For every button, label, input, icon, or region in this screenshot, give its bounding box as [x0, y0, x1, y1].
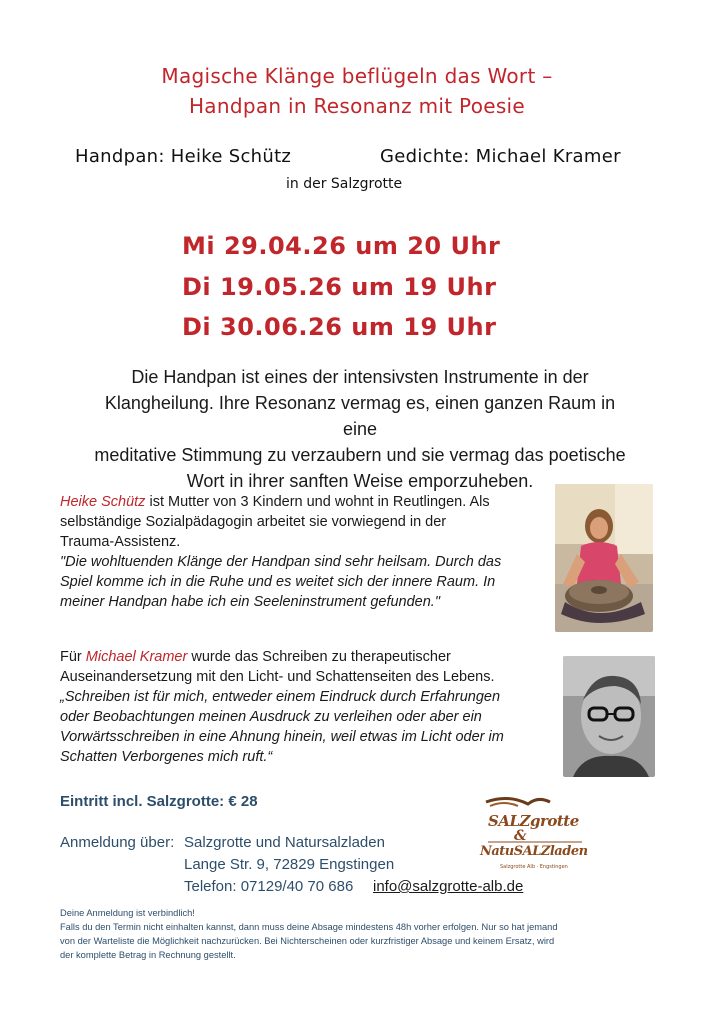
handpan-credit: Handpan: Heike Schütz	[75, 146, 292, 167]
intro-line: Wort in ihrer sanften Weise emporzuheben.	[186, 471, 534, 491]
quote-text: "Die wohltuenden Klänge der Handpan sind sehr heilsam. Durch das	[60, 554, 502, 570]
bio-text: selbständige Sozialpädagogin arbeitet sie vorwiegend in der	[60, 514, 447, 530]
fine-print-line: von der Warteliste die Möglichkeit nachzurücken. Bei Nichterscheinen oder kurzfristiger Absage und keinem Ersatz, wird	[60, 936, 555, 946]
intro-line: Die Handpan ist eines der intensivsten Instrumente in der	[131, 367, 589, 387]
quote-text: Spiel komme ich in die Ruhe und es weitet sich der innere Raum. In	[60, 574, 496, 590]
logo-ampersand: &	[514, 828, 527, 844]
quote-text: Schatten Verborgenes mich ruft.“	[60, 749, 273, 765]
bio-text: Trauma-Assistenz.	[60, 534, 181, 550]
quote-text: meiner Handpan habe ich ein Seeleninstrument gefunden."	[60, 594, 440, 610]
bio-text: Auseinandersetzung mit den Licht- und Schattenseiten des Lebens.	[60, 669, 495, 685]
logo-tagline: Salzgrotte Alb · Engstingen	[500, 864, 568, 870]
quote-text: Vorwärtsschreiben in eine Ahnung hinein, weil etwas im Licht oder im	[60, 729, 504, 745]
date-2: Di 19.05.26 um 19 Uhr	[182, 273, 497, 301]
fine-print	[60, 906, 680, 962]
date-3: Di 30.06.26 um 19 Uhr	[182, 313, 497, 341]
date-1: Mi 29.04.26 um 20 Uhr	[182, 232, 501, 260]
logo-line-2: NatuSALZladen	[480, 844, 588, 859]
registration-org: Salzgrotte und Natursalzladen	[184, 834, 385, 851]
bio-text: Für	[60, 649, 86, 665]
heike-photo	[555, 484, 653, 632]
registration-label: Anmeldung über:	[60, 834, 175, 851]
bio-text: ist Mutter von 3 Kindern und wohnt in Reutlingen. Als	[145, 494, 490, 510]
email-link[interactable]: info@salzgrotte-alb.de	[373, 878, 524, 895]
title-line-2: Handpan in Resonanz mit Poesie	[188, 94, 526, 118]
fine-print-line: der komplette Betrag in Rechnung gestellt.	[60, 950, 236, 960]
bio-text: wurde das Schreiben zu therapeutischer	[187, 649, 451, 665]
intro-line: Klangheilung. Ihre Resonanz vermag es, einen ganzen Raum in eine	[104, 393, 616, 439]
intro-line: meditative Stimmung zu verzaubern und sie vermag das poetische	[94, 445, 626, 465]
bio-michael	[60, 647, 550, 767]
fine-print-line: Falls du den Termin nicht einhalten kannst, dann muss deine Absage mindestens 48h vorher erfolgen. Nur so hat jemand	[60, 922, 558, 932]
poems-credit: Gedichte: Michael Kramer	[380, 146, 621, 167]
quote-text: „Schreiben ist für mich, entweder einem Eindruck durch Erfahrungen	[60, 689, 501, 705]
registration-address: Lange Str. 9, 72829 Engstingen	[184, 856, 395, 873]
quote-text: oder Beobachtungen meinen Ausdruck zu verleihen oder aber ein	[60, 709, 482, 725]
registration-phone: Telefon: 07129/40 70 686	[184, 878, 354, 895]
bio-heike	[60, 492, 550, 612]
michael-name: Michael Kramer	[85, 649, 188, 665]
location-note: in der Salzgrotte	[286, 176, 403, 192]
heike-name: Heike Schütz	[60, 494, 146, 510]
salzgrotte-logo	[478, 792, 608, 876]
price-line: Eintritt incl. Salzgrotte: € 28	[60, 793, 258, 810]
intro-paragraph	[90, 364, 630, 494]
title-line-1: Magische Klänge beflügeln das Wort –	[161, 64, 553, 88]
michael-photo	[563, 656, 655, 777]
logo-line-1: SALZgrotte	[488, 812, 579, 830]
fine-print-line: Deine Anmeldung ist verbindlich!	[60, 908, 195, 918]
